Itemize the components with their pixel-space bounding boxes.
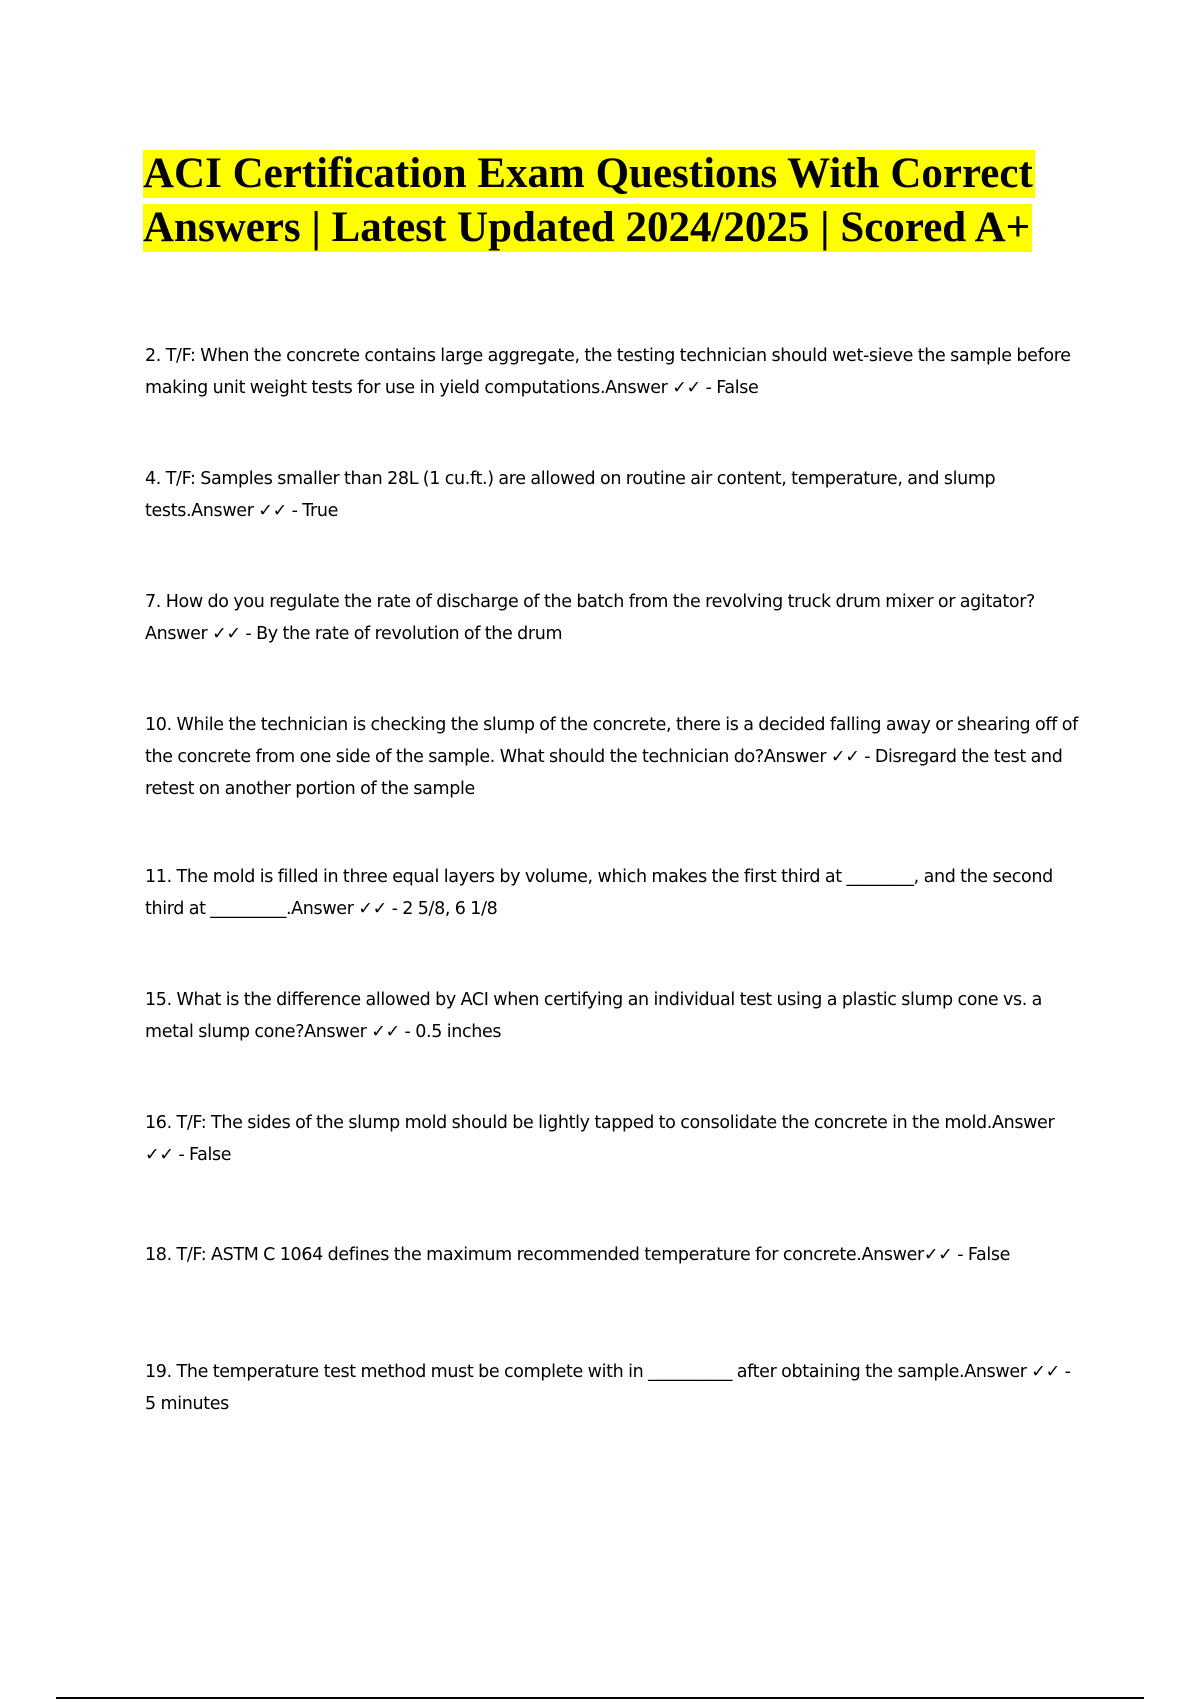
question-item-10: 10. While the technician is checking the slump of the concrete, there is a decided falling away or shearing off of the concrete from one side of the sample. What should the technician do?Answer ✓✓ - Disregard the test and retest on another portion of the sample: [145, 715, 1078, 799]
bottom-rule: [56, 1697, 1144, 1699]
question-item-4: 4. T/F: Samples smaller than 28L (1 cu.ft.) are allowed on routine air content, temperature, and slump tests.Answer ✓✓ - True: [145, 469, 996, 521]
title-line-2-text: Answers | Latest Updated 2024/2025 | Scored A+: [143, 204, 1031, 251]
title-line-2: [143, 201, 1145, 255]
question-item-7: 7. How do you regulate the rate of discharge of the batch from the revolving truck drum mixer or agitator?Answer ✓✓ - By the rate of revolution of the drum: [145, 592, 1035, 644]
title-line-1: [143, 147, 1145, 201]
question-item-19: 19. The temperature test method must be complete with in __________ after obtaining the sample.Answer ✓✓ - 5 minutes: [145, 1362, 1071, 1414]
question-item-18: 18. T/F: ASTM C 1064 defines the maximum recommended temperature for concrete.Answer✓✓ - False: [145, 1245, 1011, 1265]
title-line-1-text: ACI Certification Exam Questions With Correct: [143, 150, 1033, 197]
question-item-15: 15. What is the difference allowed by ACI when certifying an individual test using a plastic slump cone vs. a metal slump cone?Answer ✓✓ - 0.5 inches: [145, 990, 1043, 1042]
question-item-11: 11. The mold is filled in three equal layers by volume, which makes the first third at ________, and the second third at _________.Answer ✓✓ - 2 5/8, 6 1/8: [145, 867, 1053, 919]
question-item-16: 16. T/F: The sides of the slump mold should be lightly tapped to consolidate the concrete in the mold.Answer ✓✓ - False: [145, 1113, 1055, 1165]
document-title: [143, 147, 1145, 255]
question-item-2: 2. T/F: When the concrete contains large aggregate, the testing technician should wet-sieve the sample before making unit weight tests for use in yield computations.Answer ✓✓ - False: [145, 346, 1071, 398]
